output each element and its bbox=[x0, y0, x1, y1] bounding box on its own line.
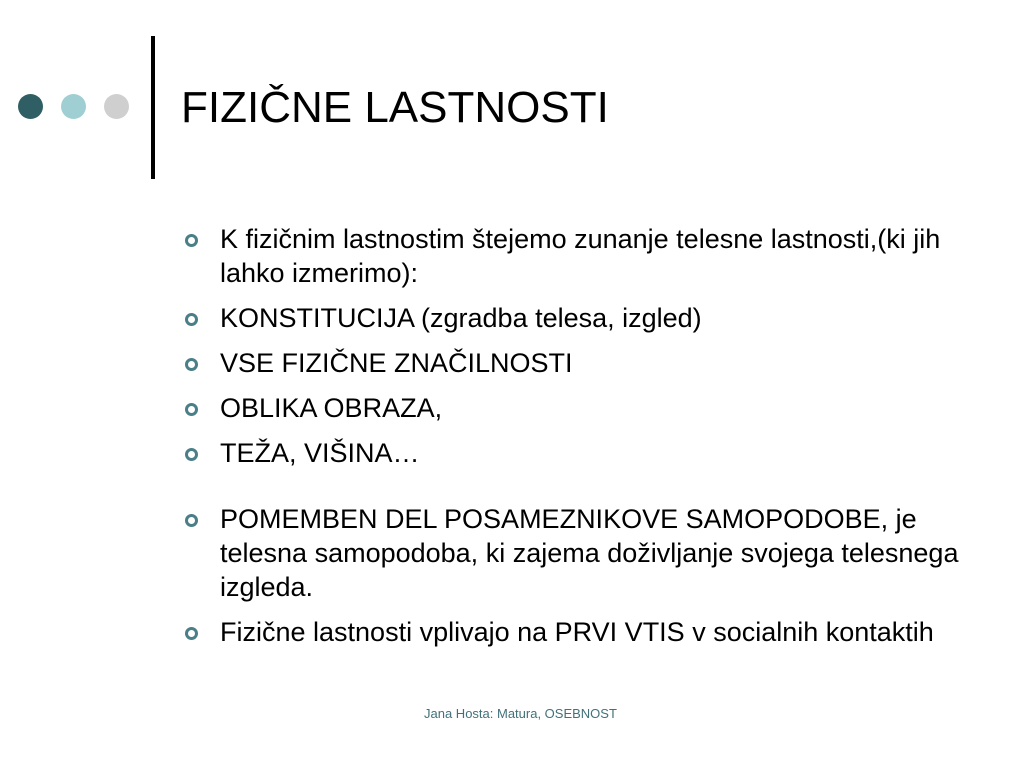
bullet-ring-icon bbox=[185, 358, 198, 371]
bullet-item-3 bbox=[182, 346, 962, 380]
bullet-ring-icon bbox=[185, 403, 198, 416]
bullet-ring-icon bbox=[185, 313, 198, 326]
decorative-dots bbox=[18, 94, 138, 120]
dot-dark-teal bbox=[18, 94, 43, 119]
bullet-item-6 bbox=[182, 502, 962, 604]
bullet-ring-icon bbox=[185, 448, 198, 461]
bullet-text: K fizičnim lastnostim štejemo zunanje telesne lastnosti,(ki jih lahko izmerimo): bbox=[220, 224, 941, 288]
bullet-ring-icon bbox=[185, 514, 198, 527]
bullet-text: OBLIKA OBRAZA, bbox=[220, 393, 443, 423]
bullet-ring-icon bbox=[185, 627, 198, 640]
dot-light-teal bbox=[61, 94, 86, 119]
bullet-text: VSE FIZIČNE ZNAČILNOSTI bbox=[220, 348, 573, 378]
bullet-list bbox=[182, 222, 962, 660]
bullet-item-7 bbox=[182, 615, 962, 649]
title-divider bbox=[151, 36, 155, 179]
bullet-item-5 bbox=[182, 436, 962, 470]
slide-title: FIZIČNE LASTNOSTI bbox=[181, 83, 609, 132]
bullet-text: KONSTITUCIJA (zgradba telesa, izgled) bbox=[220, 303, 702, 333]
bullet-item-2 bbox=[182, 301, 962, 335]
bullet-ring-icon bbox=[185, 234, 198, 247]
bullet-item-1 bbox=[182, 222, 962, 290]
bullet-text: Fizične lastnosti vplivajo na PRVI VTIS v socialnih kontaktih bbox=[220, 617, 934, 647]
dot-light-gray bbox=[104, 94, 129, 119]
bullet-text: POMEMBEN DEL POSAMEZNIKOVE SAMOPODOBE, je telesna samopodoba, ki zajema doživljanje svojega telesnega izgleda. bbox=[220, 504, 959, 602]
bullet-text: TEŽA, VIŠINA… bbox=[220, 438, 420, 468]
slide-footer: Jana Hosta: Matura, OSEBNOST bbox=[424, 706, 617, 721]
bullet-item-4 bbox=[182, 391, 962, 425]
